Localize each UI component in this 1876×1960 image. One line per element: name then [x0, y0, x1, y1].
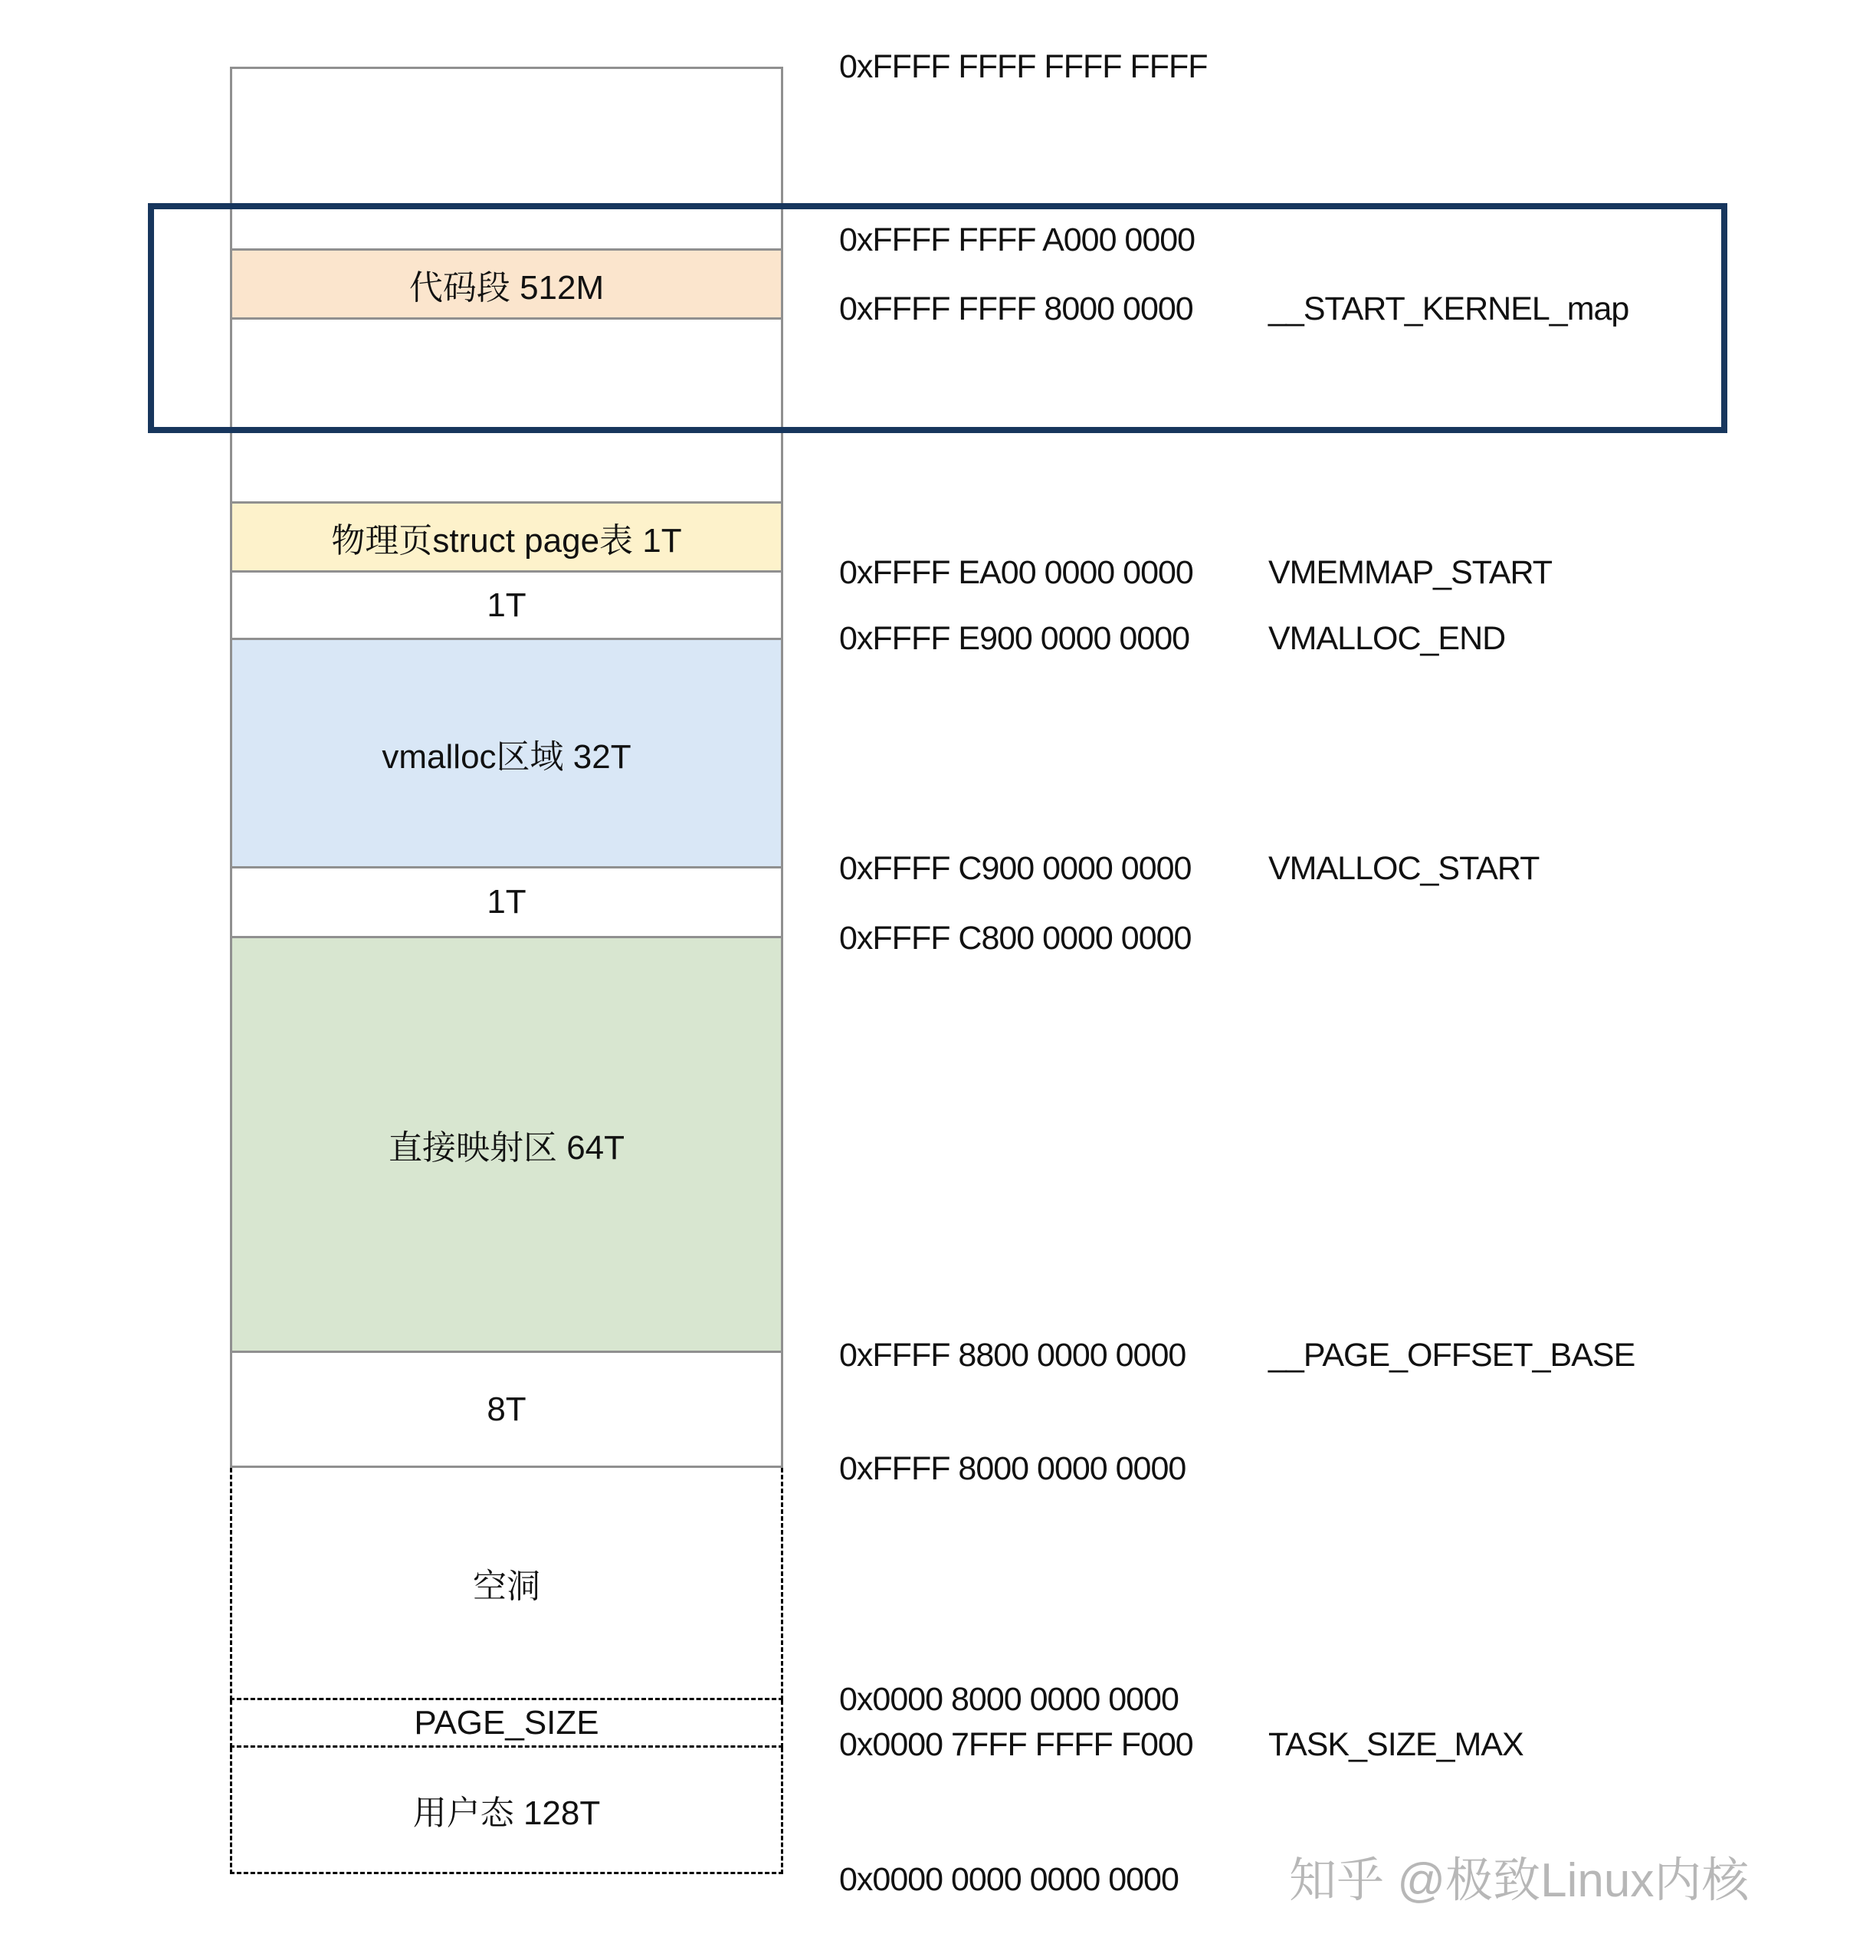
symbol-label-start-kernel-map: __START_KERNEL_map	[1268, 291, 1629, 327]
segment-gap-1t-upper	[230, 573, 783, 640]
segment-struct-page-table-1t	[230, 504, 783, 573]
segment-label: 物理页struct page表 1T	[331, 521, 682, 560]
segment-label: 8T	[487, 1390, 526, 1428]
address-label: 0xFFFF FFFF A000 0000	[839, 222, 1195, 258]
address-label: 0xFFFF FFFF 8000 0000	[839, 291, 1193, 327]
address-label: 0x0000 7FFF FFFF F000	[839, 1726, 1193, 1763]
segment-user-space-128t	[230, 1748, 783, 1874]
segment-vmalloc-32t	[230, 640, 783, 868]
segment-label: 1T	[487, 883, 526, 921]
segment-gap-8t	[230, 1353, 783, 1468]
address-label: 0xFFFF FFFF FFFF FFFF	[839, 48, 1208, 85]
symbol-label-vmemmap-start: VMEMMAP_START	[1268, 554, 1553, 591]
segment-hole	[230, 1468, 783, 1700]
symbol-label-task-size-max: TASK_SIZE_MAX	[1268, 1726, 1523, 1763]
segment-label: PAGE_SIZE	[414, 1703, 599, 1742]
address-label: 0xFFFF 8000 0000 0000	[839, 1450, 1186, 1487]
address-label: 0xFFFF C900 0000 0000	[839, 850, 1192, 887]
address-label: 0x0000 8000 0000 0000	[839, 1681, 1179, 1718]
symbol-label-vmalloc-start: VMALLOC_START	[1268, 850, 1540, 887]
symbol-label-vmalloc-end: VMALLOC_END	[1268, 620, 1506, 657]
address-label: 0xFFFF E900 0000 0000	[839, 620, 1190, 657]
watermark: 知乎 @极致Linux内核	[1289, 1854, 1750, 1907]
segment-label: 1T	[487, 586, 526, 624]
address-label: 0xFFFF C800 0000 0000	[839, 920, 1192, 957]
segment-direct-map-64t	[230, 938, 783, 1353]
symbol-label-page-offset-base: __PAGE_OFFSET_BASE	[1268, 1337, 1635, 1374]
segment-label: 空洞	[473, 1568, 540, 1605]
address-label: 0x0000 0000 0000 0000	[839, 1861, 1179, 1898]
segment-label: 直接映射区 64T	[388, 1129, 625, 1167]
segment-page-size	[230, 1700, 783, 1748]
segment-label: vmalloc区域 32T	[382, 737, 631, 776]
segment-gap-1t-lower	[230, 868, 783, 938]
segment-label: 用户态 128T	[412, 1794, 601, 1832]
address-label: 0xFFFF EA00 0000 0000	[839, 554, 1193, 591]
segment-label: 代码段 512M	[408, 268, 605, 307]
address-label: 0xFFFF 8800 0000 0000	[839, 1337, 1186, 1374]
